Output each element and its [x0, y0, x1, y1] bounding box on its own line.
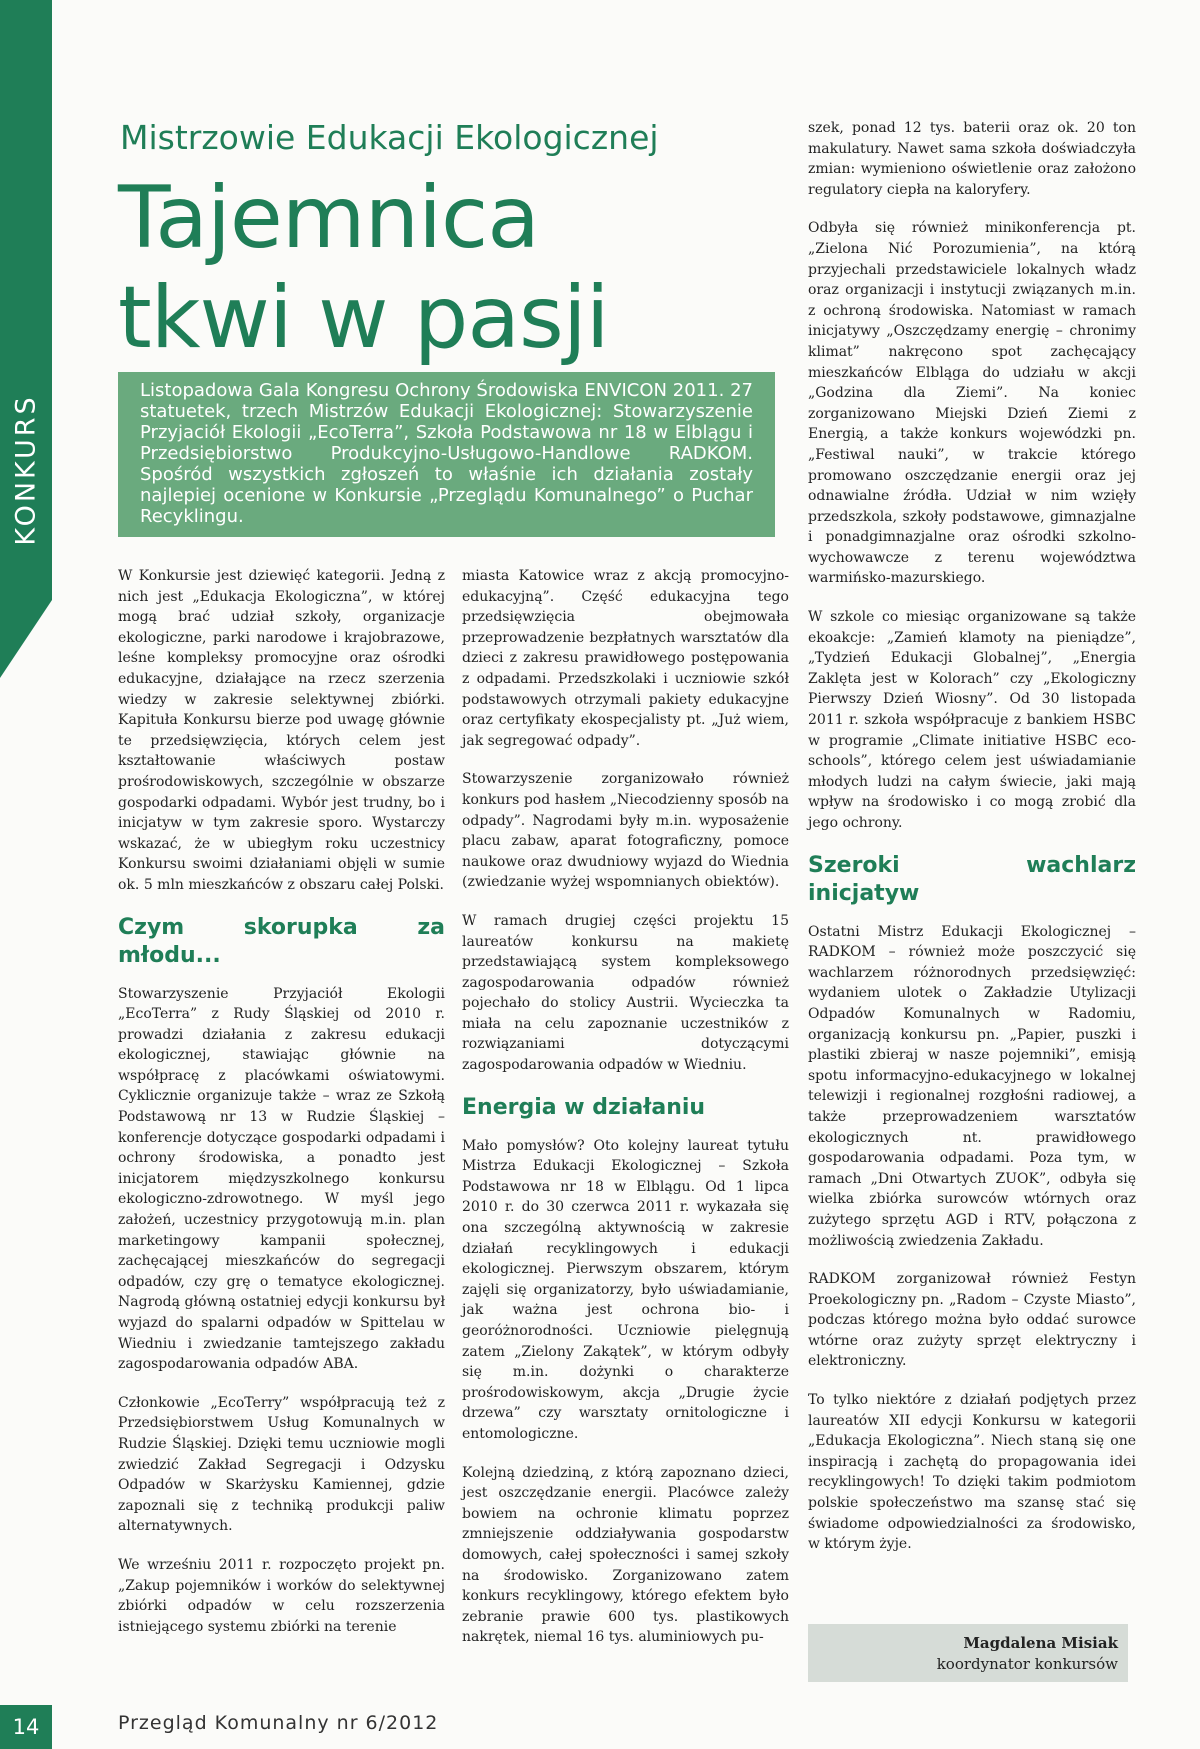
author-name: Magdalena Misiak — [963, 1634, 1118, 1652]
paragraph: W szkole co miesiąc organizowane są także ekoakcje: „Zamień klamoty na pieniądze”, „Tydzień Edukacji Globalnej”, „Energia Zaklęta jest w Kolorach” czy „Ekologiczny Pierwszy Dzień Wiosny”. Od 30 listopada 2011 r. szkoła współpracuje z bankiem HSBC w programie „Climate initiative HSBC eco-schools”, którego celem jest uświadamianie młodych ludzi na całym świecie, jaki mają wpływ na środowisko i co mogą zrobić dla jego ochrony. — [808, 609, 1136, 831]
column-1 — [118, 566, 445, 1655]
paragraph: To tylko niektóre z działań podjętych przez laureatów XII edycji Konkursu w kategorii „Edukacja Ekologiczna”. Niech staną się one inspiracją i zachętą do propagowania idei recyklingowych! To dzięki takim podmiotom polskie społeczeństwo ma szansę stać się świadome odpowiedzialności za środowisko, w którym żyje. — [808, 1392, 1136, 1553]
paragraph: Stowarzyszenie zorganizowało również konkurs pod hasłem „Niecodzienny sposób na odpady”. Nagrodami były m.in. wyposażenie placu zabaw, aparat fotograficzny, pomoce naukowe oraz dwudniowy wyjazd do Wiednia (zwiedzanie wyżej wspomnianych obiektów). — [462, 771, 789, 891]
paragraph: Odbyła się również minikonferencja pt. „Zielona Nić Porozumienia”, na którą przyjechali przedstawiciele lokalnych władz oraz organizacji i instytucji związanych m.in. z ochroną środowiska. Natomiast w ramach inicjatywy „Oszczędzamy energię – chronimy klimat” nakręcono spot zachęcający mieszkańców Elbląga do udziału w akcji „Godzina dla Ziemi”. Na koniec zorganizowano Miejski Dzień Ziemi z Energią, a także konkurs wojewódzki pn. „Festiwal nauki”, w trakcie którego promowano oszczędzanie energii oraz jej odnawialne źródła. Udział w nim wzięły przedszkola, szkoły podstawowe, gimnazjalne i ponadgimnazjalne oraz ośrodki szkolno-wychowawcze z terenu województwa warmińsko-mazurskiego. — [808, 220, 1136, 587]
page-number: 14 — [0, 1705, 52, 1749]
paragraph: Członkowie „EcoTerry” współpracują też z Przedsiębiorstwem Usług Komunalnych w Rudzie Śląskiej. Dzięki temu uczniowie mogli zwiedzić Zakład Segregacji i Odzysku Odpadów w Skarżysku Kamiennej, gdzie zapoznali się z techniką produkcji paliw alternatywnych. — [118, 1394, 445, 1535]
publication-footer: Przegląd Komunalny nr 6/2012 — [118, 1712, 439, 1734]
author-role: koordynator konkursów — [936, 1655, 1118, 1673]
paragraph: szek, ponad 12 tys. baterii oraz ok. 20 ton makulatury. Nawet sama szkoła doświadczyła zmian: wymieniono oświetlenie oraz założono regulatory ciepła na kaloryfery. — [808, 120, 1136, 198]
column-2 — [462, 566, 789, 1666]
title-line-2: tkwi w pasji — [118, 268, 609, 368]
paragraph: Mało pomysłów? Oto kolejny laureat tytułu Mistrza Edukacji Ekologicznej – Szkoła Podstawowa nr 18 w Elblągu. Od 1 lipca 2010 r. do 30 czerwca 2011 r. wykazała się ona szczególną aktywnością w zakresie działań recyklingowych i edukacji ekologicznej. Pierwszym obszarem, którym zajęli się organizatorzy, było uświadamianie, jak ważna jest ochrona bio- i georóżnorodności. Uczniowie pielęgnują zatem „Zielony Zakątek”, w którym odbyły się m.in. dożynki o charakterze prośrodowiskowym, akcja „Drugie życie drzewa” czy warsztaty ornitologiczne i entomologiczne. — [462, 1137, 789, 1442]
article-title — [118, 168, 718, 368]
article-kicker: Mistrzowie Edukacji Ekologicznej — [120, 118, 659, 157]
paragraph: We wrześniu 2011 r. rozpoczęto projekt pn. „Zakup pojemników i worków do selektywnej zbiórki odpadów w celu rozszerzenia istniejącego systemu zbiórki na terenie — [118, 1556, 445, 1635]
paragraph: Kolejną dziedziną, z którą zapoznano dzieci, jest oszczędzanie energii. Placówce zależy bowiem na ochronie klimatu poprzez zmniejszenie oddziaływania gospodarstw domowych, całej społeczności i samej szkoły na środowisko. Zorganizowano zatem konkurs recyklingowy, którego efektem było zebranie prawie 600 tys. plastikowych nakrętek, niemal 16 tys. aluminiowych pu- — [462, 1464, 789, 1646]
section-heading: Energia w działaniu — [462, 1094, 706, 1120]
title-line-1: Tajemnica — [118, 168, 539, 268]
paragraph: Stowarzyszenie Przyjaciół Ekologii „EcoTerra” z Rudy Śląskiej od 2010 r. prowadzi działania z zakresu edukacji ekologicznej, stawiając głównie na współpracę z placówkami oświatowymi. Cyklicznie organizuje także – wraz ze Szkołą Podstawową nr 13 w Rudzie Śląskiej – konferencje dotyczące gospodarki odpadami i ochrony środowiska, a ponadto jest inicjatorem międzyszkolnego konkursu ekologiczno-zdrowotnego. W myśl jego założeń, uczestnicy przygotowują m.in. plan marketingowy kampanii społecznej, zachęcającej mieszkańców do segregacji odpadów, czy grę o tematyce ekologicznej. Nagrodą główną ostatniej edycji konkursu był wyjazd do spalarni odpadów w Spittelau w Wiedniu i zwiedzanie tamtejszego zakładu zagospodarowania odpadów ABA. — [118, 985, 445, 1373]
paragraph: W ramach drugiej części projektu 15 laureatów konkursu na makietę przedstawiającą system kompleksowego zagospodarowania odpadów również pojechało do stolicy Austrii. Wycieczka ta miała na celu zapoznanie uczestników z rozwiązaniami dotyczącymi zagospodarowania odpadów w Wiedniu. — [462, 912, 789, 1074]
paragraph: RADKOM zorganizował również Festyn Proekologiczny pn. „Radom – Czyste Miasto”, podczas którego można było oddać surowce wtórne oraz zużyty sprzęt elektryczny i elektroniczny. — [808, 1271, 1136, 1370]
paragraph: Ostatni Mistrz Edukacji Ekologicznej – RADKOM – również może poszczycić się wachlarzem różnorodnych przedsięwzięć: wydaniem ulotek o Zakładzie Utylizacji Odpadów Komunalnych w Radomiu, organizacją konkursu pn. „Papier, puszki i plastiki zbieraj w nasze pojemniki”, emisją spotu informacyjno-edukacyjnego w lokalnej telewizji i regionalnej rozgłośni radiowej, a także przeprowadzeniem warsztatów ekologicznych nt. prawidłowego gospodarowania odpadami. Poza tym, w ramach „Dni Otwartych ZUOK”, odbyła się wielka zbiórka surowców wtórnych oraz zużytego sprzętu AGD i RTV, połączona z możliwością zwiedzenia Zakładu. — [808, 923, 1136, 1249]
section-heading: Czym skorupka za młodu... — [118, 914, 445, 968]
column-3 — [808, 118, 1136, 1573]
section-heading: Szeroki wachlarz inicjatyw — [808, 852, 1136, 906]
paragraph: W Konkursie jest dziewięć kategorii. Jedną z nich jest „Edukacja Ekologiczna”, w której mogą brać udział szkoły, organizacje ekologiczne, parki narodowe i krajobrazowe, leśne kompleksy promocyjne oraz ośrodki edukacyjne, działające na rzecz szerzenia wiedzy w zakresie selektywnej zbiórki. Kapituła Konkursu bierze pod uwagę głównie te przedsięwzięcia, których celem jest kształtowanie właściwych postaw prośrodowiskowych, szczególnie w obszarze gospodarki odpadami. Wybór jest trudny, bo i inicjatyw w tym zakresie sporo. Wystarczy wskazać, że w ubiegłym roku uczestnicy Konkursu swoimi działaniami objęli w sumie ok. 5 mln mieszkańców z obszaru całej Polski. — [118, 568, 445, 893]
lead-paragraph: Listopadowa Gala Kongresu Ochrony Środowiska ENVICON 2011. 27 statuetek, trzech Mistrzów Edukacji Ekologicznej: Stowarzyszenie Przyjaciół Ekologii „EcoTerra”, Szkoła Podstawowa nr 18 w Elblągu i Przedsiębiorstwo Produkcyjno-Usługowo-Handlowe RADKOM. Spośród wszystkich zgłoszeń to właśnie ich działania zostały najlepiej ocenione w Konkursie „Przeglądu Komunalnego” o Puchar Recyklingu. — [118, 372, 775, 537]
section-label: KONKURS — [10, 394, 42, 546]
author-signature — [808, 1624, 1128, 1682]
paragraph: miasta Katowice wraz z akcją promocyjno-edukacyjną”. Część edukacyjna tego przedsięwzięcia obejmowała przeprowadzenie bezpłatnych warsztatów dla dzieci z zakresu prawidłowego postępowania z odpadami. Przedszkolaki i uczniowie szkół podstawowych otrzymali pakiety edukacyjne oraz certyfikaty ekospecjalisty pt. „Już wiem, jak segregować odpady”. — [462, 568, 789, 749]
